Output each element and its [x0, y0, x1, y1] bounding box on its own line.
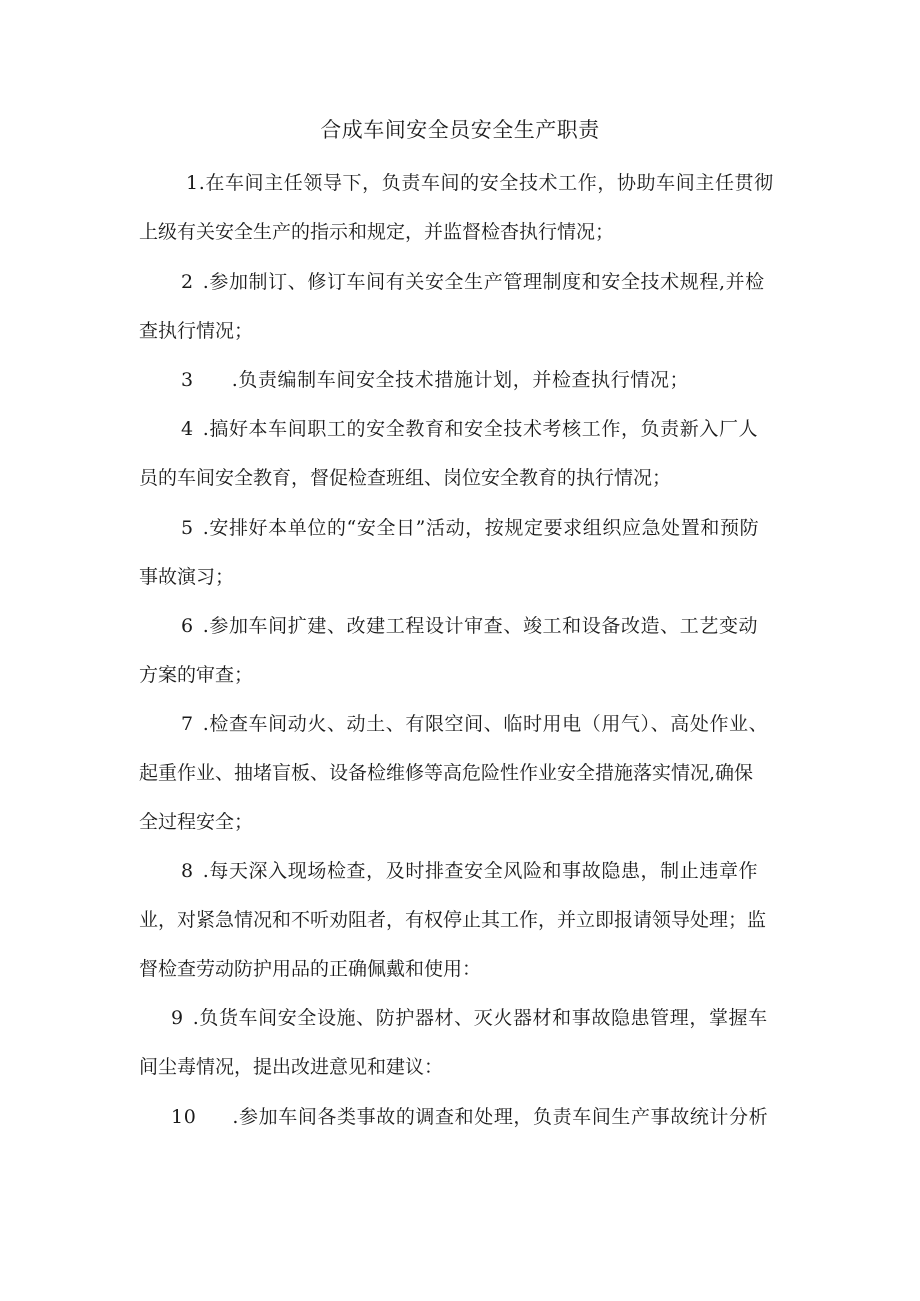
item-2-line-2: 查执行情况；: [139, 320, 254, 342]
item-5-line-2: 事故演习；: [139, 566, 235, 588]
item-7-line-1: [181, 708, 768, 740]
item-3-line-1: [181, 364, 689, 396]
item-4-line-2: 员的车间安全教育，督促检查班组、岗位安全教育的执行情况；: [139, 467, 672, 489]
item-text: .在车间主任领导下，负责车间的安全技术工作，协助车间主任贯彻: [198, 172, 774, 194]
item-number: 1: [186, 172, 199, 194]
item-7-line-3: 全过程安全；: [139, 811, 254, 833]
item-number: 2: [181, 271, 194, 293]
item-1-line-1: [186, 167, 774, 199]
item-text: .参加车间扩建、改建工程设计审查、竣工和设备改造、工艺变动: [202, 615, 759, 637]
document-title: 合成车间安全员安全生产职责: [320, 118, 600, 142]
item-9-line-1: [171, 1002, 768, 1034]
item-number: 7: [181, 713, 194, 735]
item-text: .参加制订、修订车间有关安全生产管理制度和安全技术规程,并检: [202, 271, 765, 293]
item-5-line-1: [181, 512, 759, 544]
item-6-line-1: [181, 610, 758, 642]
item-number: 8: [181, 860, 194, 882]
item-number: 4: [181, 418, 194, 440]
item-4-line-1: [181, 413, 758, 445]
item-6-line-2: 方案的审查；: [139, 664, 254, 686]
item-text: .参加车间各类事故的调查和处理，负责车间生产事故统计分析: [232, 1106, 769, 1128]
item-text: .每天深入现场检查，及时排查安全风险和事故隐患，制止违章作: [202, 860, 759, 882]
item-number: 10: [171, 1106, 197, 1128]
item-8-line-1: [181, 855, 758, 887]
item-text: .检查车间动火、动土、有限空间、临时用电（用气）、高处作业、: [202, 713, 769, 735]
item-text: .负责编制车间安全技术措施计划，并检查执行情况；: [231, 369, 690, 391]
item-text: .搞好本车间职工的安全教育和安全技术考核工作，负责新入厂人: [202, 418, 759, 440]
item-10-line-1: [171, 1101, 768, 1133]
item-1-line-2: 上级有关安全生产的指示和规定，并监督检杳执行情况；: [139, 221, 615, 243]
item-number: 5: [181, 517, 194, 539]
item-text: .安排好本单位的“安全日”活动，按规定要求组织应急处置和预防: [202, 517, 760, 539]
item-9-line-2: 间尘毒情况，提出改进意见和建议：: [139, 1056, 444, 1078]
item-number: 6: [181, 615, 194, 637]
item-text: .负货车间安全设施、防护器材、灭火器材和事故隐患管理，掌握车: [192, 1007, 768, 1029]
item-7-line-2: 起重作业、抽堵盲板、设备检维修等高危险性作业安全措施落实情况,确保: [139, 762, 754, 784]
item-number: 3: [181, 369, 194, 391]
item-8-line-3: 督检查劳动防护用品的正确佩戴和使用：: [139, 958, 482, 980]
item-2-line-1: [181, 266, 765, 298]
item-number: 9: [171, 1007, 184, 1029]
item-8-line-2: 业，对紧急情况和不听劝阻者，有权停止其工作，并立即报请领导处理；监: [139, 909, 767, 931]
